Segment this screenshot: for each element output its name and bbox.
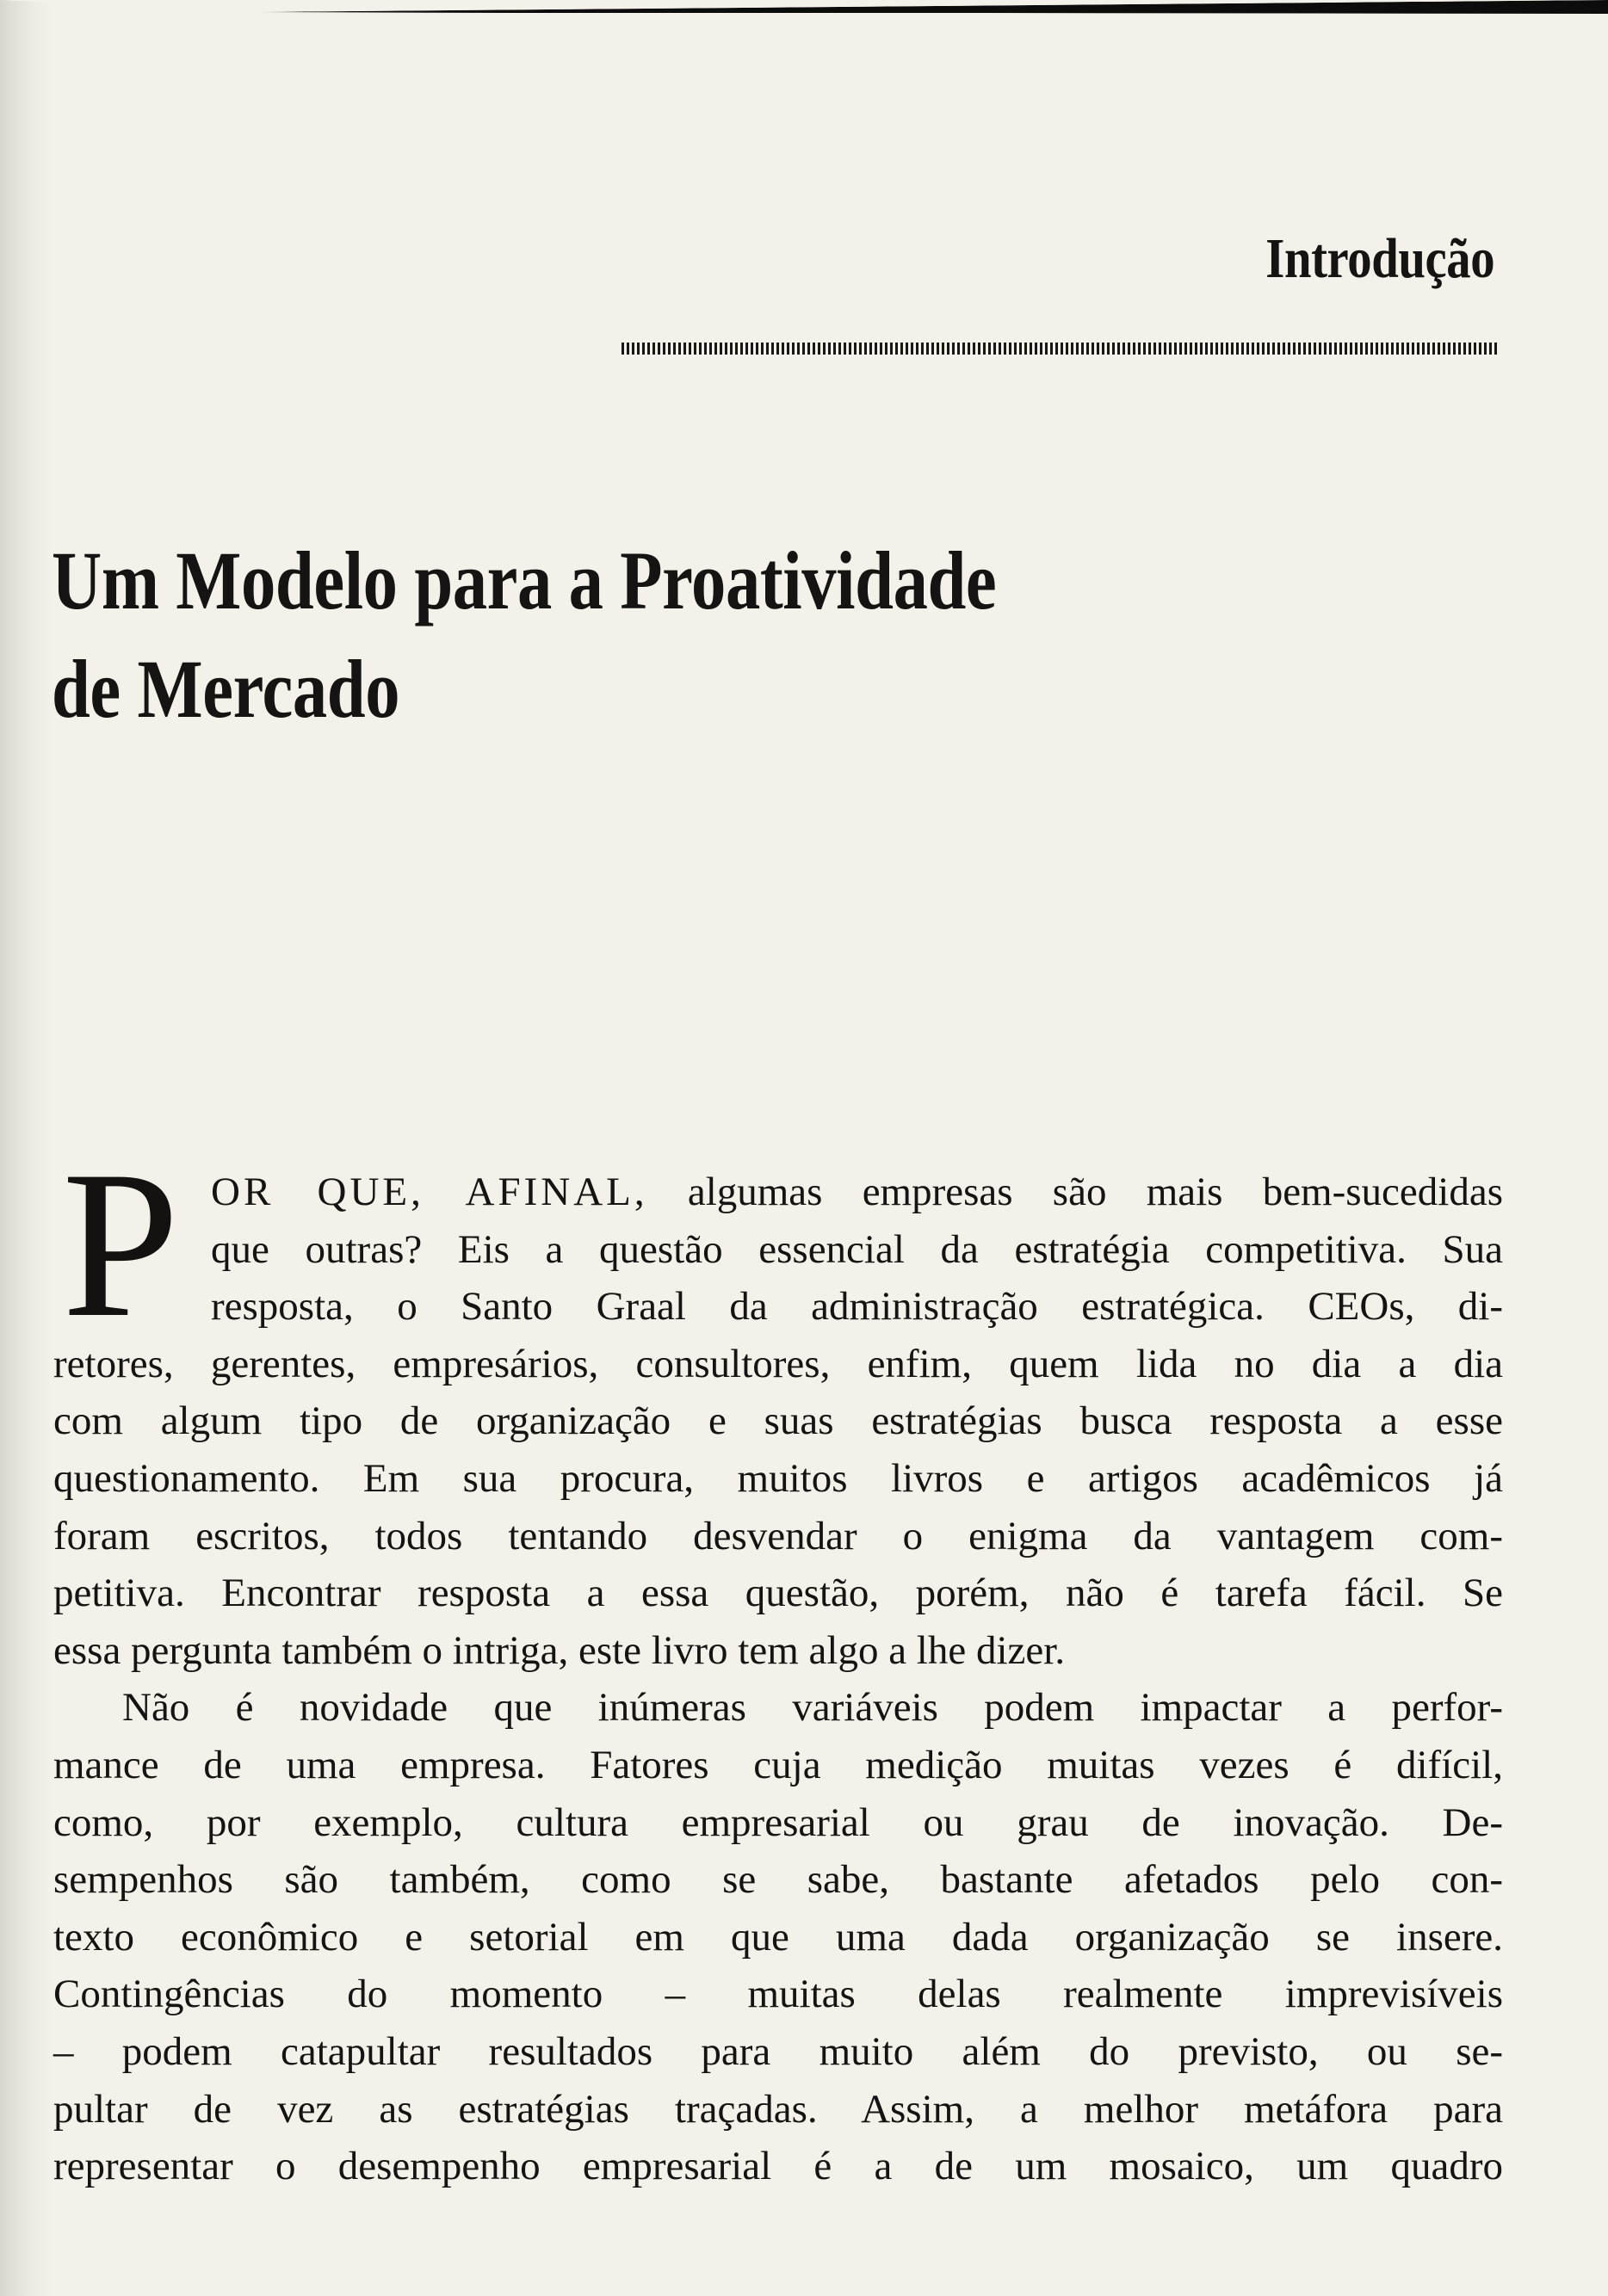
body-line: petitiva. Encontrar resposta a essa questão, porém, não é tarefa fácil. Se <box>53 1571 1503 1616</box>
chapter-dashed-rule <box>622 343 1498 355</box>
body-text <box>53 1127 1503 2195</box>
drop-cap: P <box>62 1127 180 1361</box>
body-line: – podem catapultar resultados para muito além do previsto, ou se- <box>53 2028 1503 2074</box>
page-gutter-shadow <box>0 0 52 2296</box>
body-line: OR QUE, AFINAL, algumas empresas são mais bem-sucedidas <box>211 1170 1503 1214</box>
title-line-1: Um Modelo para a Proatividade <box>52 534 997 626</box>
body-line: que outras? Eis a questão essencial da estratégia competitiva. Sua <box>211 1226 1503 1272</box>
body-line: foram escritos, todos tentando desvendar o enigma da vantagem com- <box>53 1513 1503 1558</box>
body-line: resposta, o Santo Graal da administração estratégica. CEOs, di- <box>211 1284 1503 1330</box>
paragraph-1 <box>53 1163 1503 1679</box>
body-line: pultar de vez as estratégias traçadas. Assim, a melhor metáfora para <box>53 2086 1503 2132</box>
body-line: como, por exemplo, cultura empresarial ou grau de inovação. De- <box>53 1799 1503 1845</box>
chapter-label: Introdução <box>1265 227 1494 290</box>
body-line: questionamento. Em sua procura, muitos livros e artigos acadêmicos já <box>53 1455 1503 1501</box>
body-line: Não é novidade que inúmeras variáveis podem impactar a perfor- <box>122 1685 1503 1731</box>
paragraph-2 <box>53 1679 1503 2194</box>
body-line: representar o desempenho empresarial é a de um mosaico, um quadro <box>53 2144 1503 2189</box>
body-line: mance de uma empresa. Fatores cuja medição muitas vezes é difícil, <box>53 1742 1503 1787</box>
body-line: texto econômico e setorial em que uma dada organização se insere. <box>53 1914 1503 1960</box>
body-line: com algum tipo de organização e suas estratégias busca resposta a esse <box>53 1398 1503 1444</box>
chapter-title <box>52 527 1281 744</box>
title-line-2: de Mercado <box>52 643 400 735</box>
body-line: essa pergunta também o intriga, este livro tem algo a lhe dizer. <box>53 1627 1066 1673</box>
body-line: sempenhos são também, como se sabe, bastante afetados pelo con- <box>53 1857 1503 1903</box>
body-line: retores, gerentes, empresários, consultores, enfim, quem lida no dia a dia <box>53 1341 1503 1386</box>
lead-in-smallcaps: OR QUE, AFINAL, <box>211 1170 648 1214</box>
scan-edge-shadow <box>0 0 1608 17</box>
body-line: Contingências do momento – muitas delas realmente imprevisíveis <box>53 1972 1503 2017</box>
